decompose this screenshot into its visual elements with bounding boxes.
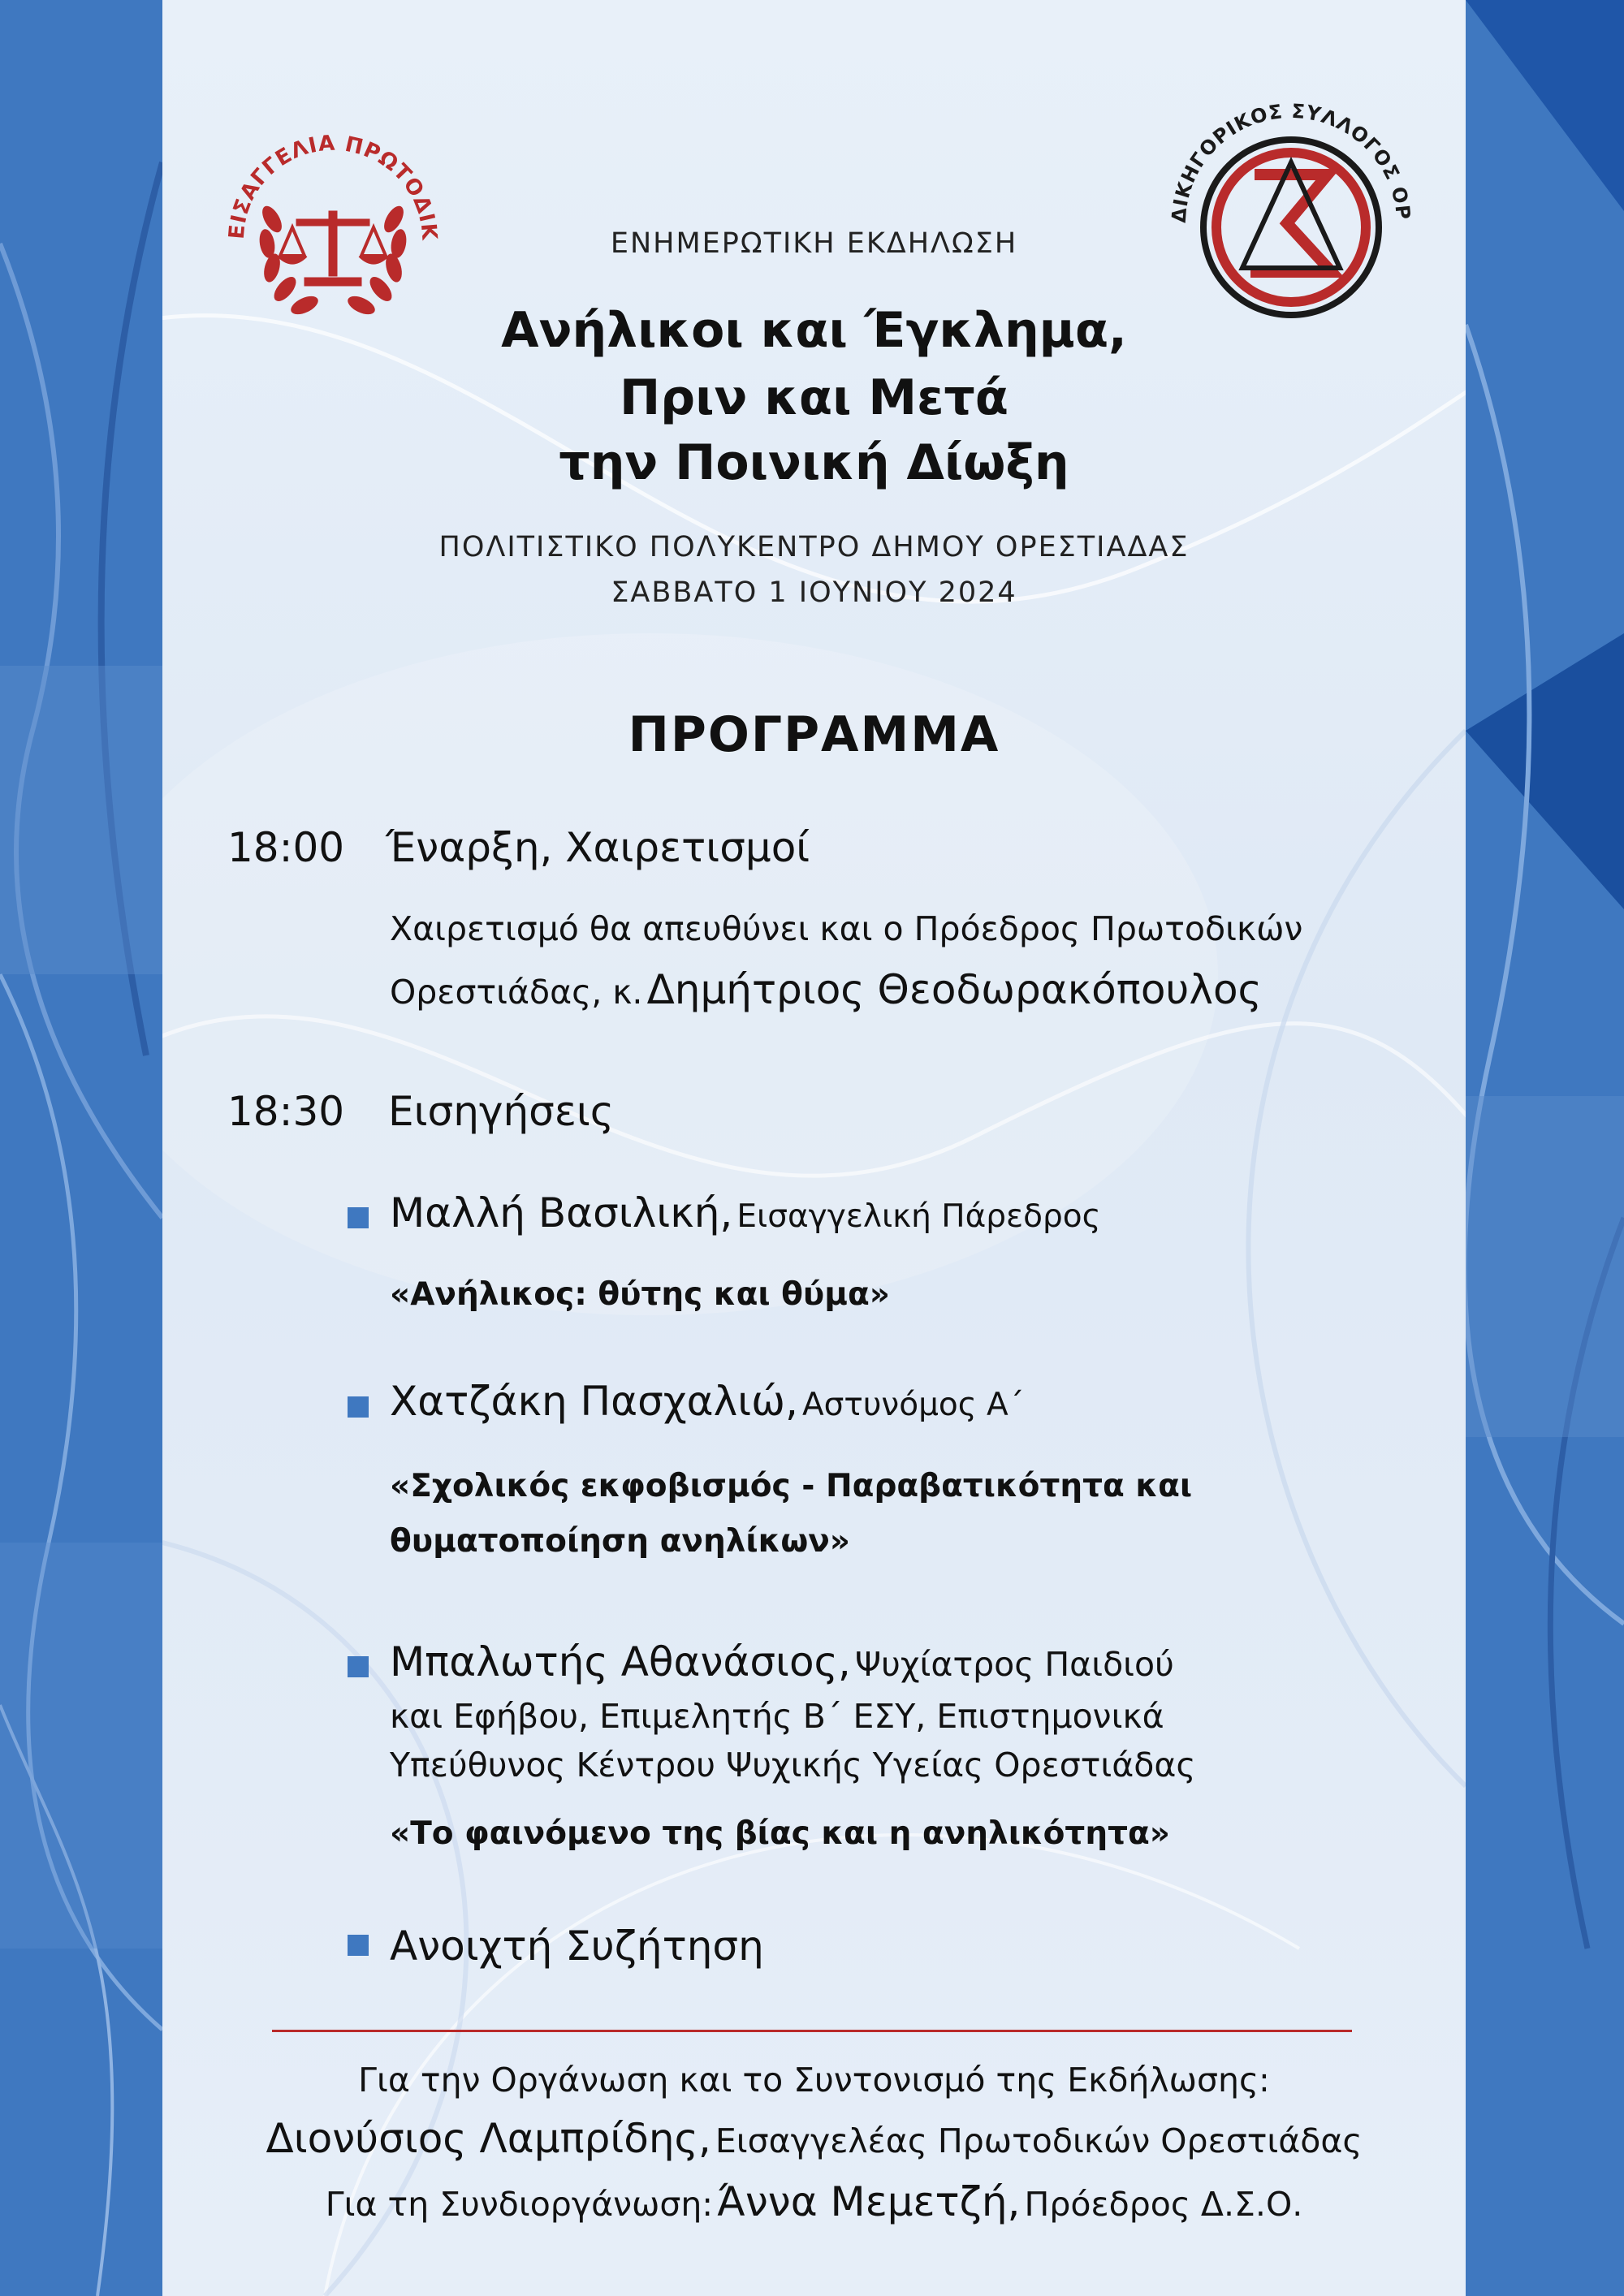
square-bullet-icon xyxy=(348,1396,369,1418)
event-title-line-2: Πριν και Μετά xyxy=(619,369,1009,426)
organization-line: Για την Οργάνωση και το Συντονισμό της Εκδήλωσης: xyxy=(358,2061,1270,2100)
speaker-2-lecture-line-1: «Σχολικός εκφοβισμός - Παραβατικότητα και xyxy=(390,1468,1193,1504)
square-bullet-icon xyxy=(348,1656,369,1677)
speaker-3-name: Μπαλωτής Αθανάσιος, xyxy=(390,1638,851,1685)
left-side-strip xyxy=(0,0,162,2296)
event-title-line-1: Ανήλικοι και Έγκλημα, xyxy=(501,302,1127,359)
left-strip-pattern xyxy=(0,0,162,2296)
speaker-3-role-line-3: Υπεύθυνος Κέντρου Ψυχικής Υγείας Ορεστιάδας xyxy=(390,1746,1196,1785)
speaker-1-name: Μαλλή Βασιλική, xyxy=(390,1189,733,1236)
speaker-3-role-line-2: και Εφήβου, Επιμελητής Β΄ ΕΣΥ, Επιστημονικά xyxy=(390,1697,1164,1736)
opening-note-line-2 xyxy=(390,966,1262,1013)
speaker-1 xyxy=(390,1189,1101,1236)
coorganizer-name: Άννα Μεμετζή, xyxy=(717,2178,1021,2225)
event-date: ΣΑΒΒΑΤΟ 1 ΙΟΥΝΙΟΥ 2024 xyxy=(611,576,1017,609)
speaker-2-lecture-line-2: θυματοποίηση ανηλίκων» xyxy=(390,1523,850,1560)
coorganizer-prefix: Για τη Συνδιοργάνωση: xyxy=(325,2185,714,2224)
right-side-strip xyxy=(1466,0,1624,2296)
speaker-1-role: Εισαγγελική Πάρεδρος xyxy=(736,1198,1101,1235)
footer-divider xyxy=(272,2030,1352,2032)
open-discussion: Ανοιχτή Συζήτηση xyxy=(390,1923,764,1970)
coorganizer-line xyxy=(162,2178,1466,2225)
opening-time: 18:00 xyxy=(227,824,345,871)
speaker-3 xyxy=(390,1638,1174,1685)
organizer-name: Διονύσιος Λαμπρίδης, xyxy=(266,2115,711,2162)
talks-time: 18:30 xyxy=(227,1088,345,1135)
square-bullet-icon xyxy=(348,1935,369,1956)
court-president-name: Δημήτριος Θεοδωρακόπουλος xyxy=(646,966,1262,1013)
coorganizer-role: Πρόεδρος Δ.Σ.Ο. xyxy=(1024,2185,1303,2224)
event-venue: ΠΟΛΙΤΙΣΤΙΚΟ ΠΟΛΥΚΕΝΤΡΟ ΔΗΜΟΥ ΟΡΕΣΤΙΑΔΑΣ xyxy=(438,531,1190,563)
speaker-2-name: Χατζάκη Πασχαλιώ, xyxy=(390,1378,798,1425)
opening-note-line-1: Χαιρετισμό θα απευθύνει και ο Πρόεδρος Πρωτοδικών xyxy=(390,909,1303,948)
bar-association-logo-text: ΔΙΚΗΓΟΡΙΚΟΣ ΣΥΛΛΟΓΟΣ ΟΡ xyxy=(1167,99,1415,224)
speaker-3-role: Ψυχίατρος Παιδιού xyxy=(854,1645,1174,1684)
program-heading: ΠΡΟΓΡΑΜΜΑ xyxy=(628,706,1000,763)
event-type: ΕΝΗΜΕΡΩΤΙΚΗ ΕΚΔΗΛΩΣΗ xyxy=(610,227,1018,260)
organizer-line xyxy=(162,2115,1466,2162)
right-strip-pattern xyxy=(1466,0,1624,2296)
organizer-role: Εισαγγελέας Πρωτοδικών Ορεστιάδας xyxy=(715,2121,1363,2160)
event-title-line-3: την Ποινική Δίωξη xyxy=(559,434,1069,491)
speaker-2-role: Αστυνόμος Α΄ xyxy=(801,1387,1025,1423)
speaker-1-lecture: «Ανήλικος: θύτης και θύμα» xyxy=(390,1276,890,1313)
speaker-2 xyxy=(390,1378,1024,1425)
speaker-3-lecture: «Το φαινόμενο της βίας και η ανηλικότητα» xyxy=(390,1815,1170,1852)
opening-label: Έναρξη, Χαιρετισμοί xyxy=(386,824,810,871)
talks-label: Εισηγήσεις xyxy=(388,1088,615,1135)
square-bullet-icon xyxy=(348,1207,369,1228)
prosecutor-logo-text: ΕΙΣΑΓΓΕΛΙΑ ΠΡΩΤΟΔΙΚ xyxy=(224,131,442,242)
opening-note-prefix: Ορεστιάδας, κ. xyxy=(390,973,643,1012)
